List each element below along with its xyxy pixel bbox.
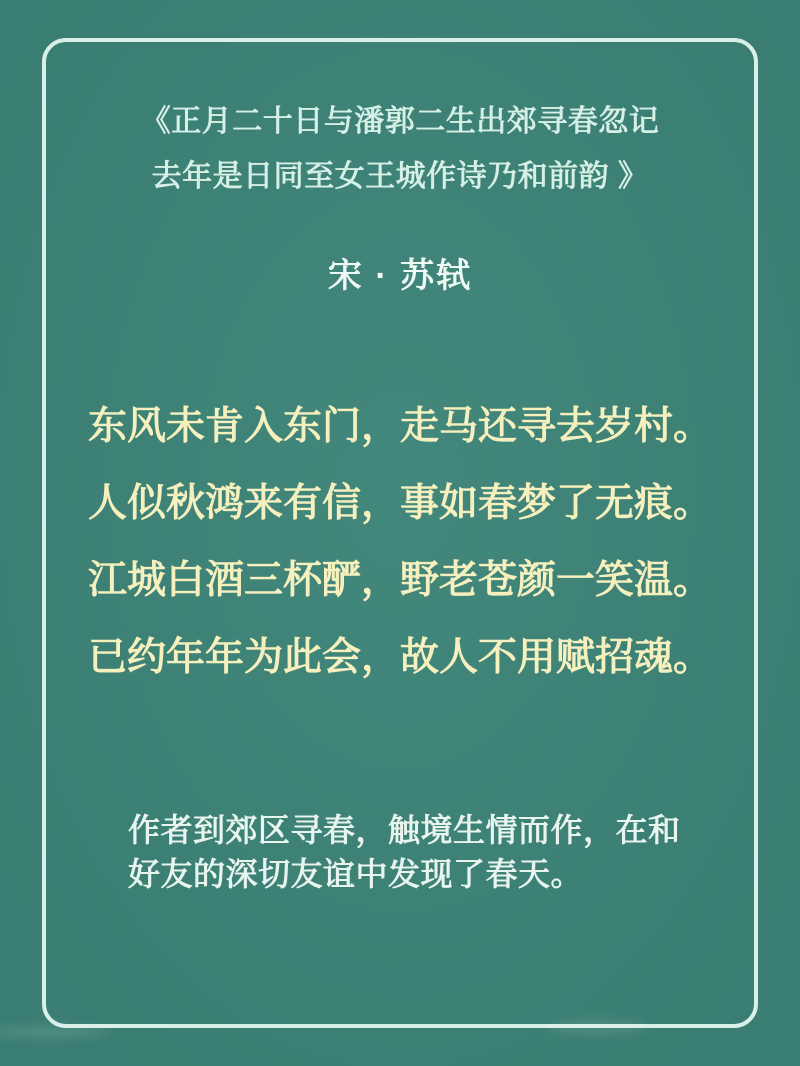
poem-title-line2: 去年是日同至女王城作诗乃和前韵 》	[151, 160, 649, 193]
poem-verse	[46, 388, 754, 696]
verse-line-3: 江城白酒三杯酽，野老苍颜一笑温。	[87, 559, 712, 602]
verse-line-2: 人似秋鸿来有信，事如春梦了无痕。	[87, 482, 712, 525]
commentary-line-1: 作者到郊区寻春，触境生情而作，在和	[128, 812, 681, 848]
poem-commentary	[128, 808, 698, 896]
watermark-smudge-left	[0, 1026, 110, 1038]
commentary-line-2: 好友的深切友谊中发现了春天。	[128, 856, 584, 892]
poem-title	[46, 94, 754, 204]
verse-line-1: 东风未肯入东门，走马还寻去岁村。	[87, 405, 712, 448]
verse-line-4: 已约年年为此会，故人不用赋招魂。	[87, 636, 712, 679]
poem-author: 宋 · 苏轼	[327, 257, 473, 295]
poster-border-frame	[42, 38, 758, 1028]
watermark-smudge	[548, 1020, 648, 1034]
poem-title-line1: 《正月二十日与潘郭二生出郊寻春忽记	[140, 105, 660, 138]
